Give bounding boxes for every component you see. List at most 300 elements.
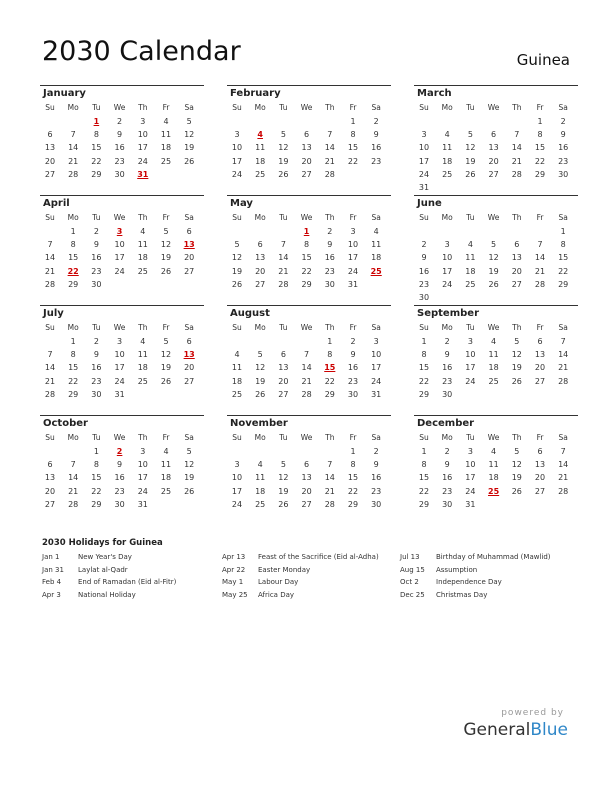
day-cell[interactable]: 7: [327, 130, 333, 140]
day-cell[interactable]: 26: [160, 266, 172, 276]
day-cell[interactable]: 15: [91, 143, 102, 153]
day-cell[interactable]: 31: [137, 499, 148, 509]
day-cell[interactable]: 19: [184, 473, 195, 483]
day-cell[interactable]: 23: [558, 156, 569, 166]
day-cell[interactable]: 25: [465, 279, 476, 289]
day-cell[interactable]: 1: [421, 447, 427, 456]
day-cell[interactable]: 24: [114, 376, 125, 386]
day-cell[interactable]: 6: [280, 350, 286, 360]
day-cell[interactable]: 28: [44, 389, 56, 399]
day-cell[interactable]: 23: [347, 376, 359, 386]
day-cell[interactable]: 31: [347, 279, 359, 289]
day-cell[interactable]: 8: [350, 460, 356, 470]
day-cell[interactable]: 30: [91, 389, 102, 399]
day-cell[interactable]: 26: [231, 279, 243, 289]
day-cell[interactable]: 17: [371, 363, 382, 373]
day-cell[interactable]: 25: [137, 376, 148, 386]
day-cell[interactable]: 2: [444, 337, 450, 346]
day-cell[interactable]: 16: [91, 363, 102, 373]
day-cell[interactable]: 14: [68, 473, 79, 483]
day-cell[interactable]: 17: [418, 156, 430, 166]
day-cell[interactable]: 18: [255, 156, 266, 166]
day-cell[interactable]: 14: [511, 143, 522, 153]
day-cell[interactable]: 2: [560, 117, 566, 126]
day-cell[interactable]: 10: [231, 143, 243, 153]
day-cell[interactable]: 10: [114, 240, 125, 250]
day-cell[interactable]: 10: [442, 253, 453, 263]
day-cell[interactable]: 10: [371, 350, 382, 360]
day-cell[interactable]: 9: [117, 460, 123, 470]
day-cell[interactable]: 19: [231, 266, 243, 276]
day-cell[interactable]: 28: [534, 279, 546, 289]
day-cell[interactable]: 29: [91, 499, 102, 509]
day-cell[interactable]: 6: [491, 130, 497, 140]
day-cell[interactable]: 9: [350, 350, 356, 360]
day-cell[interactable]: 20: [511, 266, 522, 276]
day-cell[interactable]: 18: [137, 253, 148, 263]
day-cell[interactable]: 7: [560, 337, 566, 346]
day-cell[interactable]: 9: [373, 130, 379, 140]
day-cell[interactable]: 6: [186, 227, 192, 236]
day-cell[interactable]: 4: [163, 447, 169, 456]
day-cell[interactable]: 22: [68, 376, 79, 386]
day-cell[interactable]: 6: [304, 460, 310, 470]
day-cell[interactable]: 12: [488, 253, 499, 263]
day-cell[interactable]: 17: [137, 473, 148, 483]
day-cell[interactable]: 29: [68, 389, 79, 399]
day-cell[interactable]: 19: [184, 143, 195, 153]
day-cell[interactable]: 24: [114, 266, 125, 276]
day-cell[interactable]: 9: [93, 350, 99, 360]
day-cell[interactable]: 6: [537, 447, 543, 456]
day-cell[interactable]: 11: [160, 460, 172, 470]
day-cell[interactable]: 22: [558, 266, 569, 276]
day-cell[interactable]: 23: [371, 156, 382, 166]
day-cell[interactable]: 17: [114, 363, 125, 373]
day-cell[interactable]: 12: [511, 460, 522, 470]
day-cell[interactable]: 23: [114, 486, 125, 496]
day-cell[interactable]: 14: [44, 253, 56, 263]
day-cell[interactable]: 11: [255, 143, 266, 153]
day-cell[interactable]: 11: [488, 350, 499, 360]
day-cell[interactable]: 21: [68, 156, 79, 166]
day-cell[interactable]: 20: [301, 486, 312, 496]
day-cell[interactable]: 7: [514, 130, 520, 140]
generalblue-logo[interactable]: [463, 720, 568, 740]
day-cell[interactable]: 4: [140, 227, 146, 236]
day-cell[interactable]: 2: [444, 447, 450, 456]
day-cell[interactable]: 21: [44, 266, 56, 276]
day-cell[interactable]: 15: [68, 253, 79, 263]
holiday-day-cell[interactable]: 13: [183, 350, 195, 360]
day-cell[interactable]: 24: [347, 266, 359, 276]
day-cell[interactable]: 4: [257, 460, 263, 470]
day-cell[interactable]: 18: [160, 473, 172, 483]
day-cell[interactable]: 1: [327, 337, 333, 346]
day-cell[interactable]: 20: [44, 156, 56, 166]
day-cell[interactable]: 8: [327, 350, 333, 360]
day-cell[interactable]: 31: [465, 499, 476, 509]
day-cell[interactable]: 5: [163, 227, 169, 236]
day-cell[interactable]: 31: [371, 389, 382, 399]
day-cell[interactable]: 26: [184, 486, 195, 496]
holiday-day-cell[interactable]: 3: [116, 227, 123, 236]
day-cell[interactable]: 30: [442, 499, 453, 509]
day-cell[interactable]: 10: [347, 240, 359, 250]
day-cell[interactable]: 28: [301, 389, 312, 399]
day-cell[interactable]: 8: [304, 240, 310, 250]
day-cell[interactable]: 5: [163, 337, 169, 346]
day-cell[interactable]: 8: [70, 350, 76, 360]
day-cell[interactable]: 25: [442, 169, 453, 179]
day-cell[interactable]: 19: [488, 266, 499, 276]
day-cell[interactable]: 26: [160, 376, 172, 386]
day-cell[interactable]: 20: [278, 376, 289, 386]
day-cell[interactable]: 11: [255, 473, 266, 483]
day-cell[interactable]: 12: [184, 130, 195, 140]
day-cell[interactable]: 8: [560, 240, 566, 250]
day-cell[interactable]: 5: [234, 240, 240, 250]
day-cell[interactable]: 23: [114, 156, 125, 166]
day-cell[interactable]: 6: [47, 130, 53, 140]
day-cell[interactable]: 5: [280, 460, 286, 470]
day-cell[interactable]: 30: [91, 279, 102, 289]
day-cell[interactable]: 21: [68, 486, 79, 496]
day-cell[interactable]: 27: [255, 279, 266, 289]
day-cell[interactable]: 3: [467, 447, 473, 456]
day-cell[interactable]: 8: [537, 130, 543, 140]
day-cell[interactable]: 25: [255, 169, 266, 179]
holiday-day-cell[interactable]: 2: [116, 447, 123, 456]
day-cell[interactable]: 8: [421, 460, 427, 470]
day-cell[interactable]: 11: [371, 240, 382, 250]
day-cell[interactable]: 7: [560, 447, 566, 456]
day-cell[interactable]: 20: [534, 473, 546, 483]
holiday-day-cell[interactable]: 25: [488, 486, 500, 496]
day-cell[interactable]: 21: [558, 363, 569, 373]
day-cell[interactable]: 27: [278, 389, 289, 399]
day-cell[interactable]: 6: [537, 337, 543, 346]
day-cell[interactable]: 15: [301, 253, 312, 263]
day-cell[interactable]: 29: [301, 279, 312, 289]
day-cell[interactable]: 17: [465, 363, 476, 373]
day-cell[interactable]: 17: [137, 143, 148, 153]
day-cell[interactable]: 28: [44, 279, 56, 289]
day-cell[interactable]: 7: [327, 460, 333, 470]
day-cell[interactable]: 2: [350, 337, 356, 346]
day-cell[interactable]: 20: [44, 486, 56, 496]
day-cell[interactable]: 9: [444, 350, 450, 360]
day-cell[interactable]: 16: [558, 143, 569, 153]
day-cell[interactable]: 16: [91, 253, 102, 263]
day-cell[interactable]: 24: [231, 499, 243, 509]
day-cell[interactable]: 2: [117, 117, 123, 126]
day-cell[interactable]: 10: [137, 460, 148, 470]
day-cell[interactable]: 27: [301, 499, 312, 509]
day-cell[interactable]: 19: [511, 363, 522, 373]
day-cell[interactable]: 23: [442, 486, 453, 496]
day-cell[interactable]: 7: [280, 240, 286, 250]
day-cell[interactable]: 3: [234, 460, 240, 470]
day-cell[interactable]: 19: [465, 156, 476, 166]
day-cell[interactable]: 1: [70, 227, 76, 236]
day-cell[interactable]: 29: [418, 389, 430, 399]
day-cell[interactable]: 28: [68, 499, 79, 509]
day-cell[interactable]: 5: [186, 117, 192, 126]
day-cell[interactable]: 24: [465, 376, 476, 386]
day-cell[interactable]: 22: [324, 376, 335, 386]
day-cell[interactable]: 30: [347, 389, 359, 399]
day-cell[interactable]: 27: [184, 376, 195, 386]
day-cell[interactable]: 18: [465, 266, 476, 276]
day-cell[interactable]: 17: [442, 266, 453, 276]
day-cell[interactable]: 7: [537, 240, 543, 250]
day-cell[interactable]: 12: [278, 143, 289, 153]
day-cell[interactable]: 29: [324, 389, 335, 399]
day-cell[interactable]: 20: [184, 363, 195, 373]
day-cell[interactable]: 30: [558, 169, 569, 179]
day-cell[interactable]: 24: [137, 486, 148, 496]
day-cell[interactable]: 1: [537, 117, 543, 126]
day-cell[interactable]: 4: [234, 350, 240, 360]
day-cell[interactable]: 30: [324, 279, 335, 289]
day-cell[interactable]: 3: [421, 130, 427, 140]
day-cell[interactable]: 22: [91, 156, 102, 166]
day-cell[interactable]: 2: [421, 240, 427, 250]
day-cell[interactable]: 15: [68, 363, 79, 373]
day-cell[interactable]: 9: [373, 460, 379, 470]
day-cell[interactable]: 12: [160, 350, 172, 360]
day-cell[interactable]: 19: [278, 486, 289, 496]
day-cell[interactable]: 18: [488, 363, 499, 373]
day-cell[interactable]: 14: [558, 350, 569, 360]
day-cell[interactable]: 13: [44, 143, 56, 153]
day-cell[interactable]: 14: [301, 363, 312, 373]
day-cell[interactable]: 5: [280, 130, 286, 140]
day-cell[interactable]: 6: [257, 240, 263, 250]
day-cell[interactable]: 28: [68, 169, 79, 179]
day-cell[interactable]: 3: [140, 447, 146, 456]
day-cell[interactable]: 13: [301, 473, 312, 483]
day-cell[interactable]: 7: [304, 350, 310, 360]
day-cell[interactable]: 9: [93, 240, 99, 250]
day-cell[interactable]: 23: [91, 376, 102, 386]
day-cell[interactable]: 25: [255, 499, 266, 509]
day-cell[interactable]: 22: [347, 486, 359, 496]
day-cell[interactable]: 14: [278, 253, 289, 263]
day-cell[interactable]: 9: [444, 460, 450, 470]
day-cell[interactable]: 13: [511, 253, 522, 263]
day-cell[interactable]: 18: [160, 143, 172, 153]
day-cell[interactable]: 24: [442, 279, 453, 289]
day-cell[interactable]: 21: [324, 486, 335, 496]
day-cell[interactable]: 26: [278, 499, 289, 509]
day-cell[interactable]: 22: [301, 266, 312, 276]
day-cell[interactable]: 28: [558, 376, 569, 386]
day-cell[interactable]: 27: [184, 266, 195, 276]
day-cell[interactable]: 2: [93, 227, 99, 236]
day-cell[interactable]: 24: [231, 169, 243, 179]
day-cell[interactable]: 15: [418, 473, 430, 483]
day-cell[interactable]: 2: [373, 117, 379, 126]
day-cell[interactable]: 28: [558, 486, 569, 496]
day-cell[interactable]: 6: [186, 337, 192, 346]
day-cell[interactable]: 13: [534, 460, 546, 470]
holiday-day-cell[interactable]: 13: [183, 240, 195, 250]
day-cell[interactable]: 23: [442, 376, 453, 386]
holiday-day-cell[interactable]: 25: [370, 266, 382, 276]
holiday-day-cell[interactable]: 22: [67, 266, 79, 276]
day-cell[interactable]: 9: [560, 130, 566, 140]
day-cell[interactable]: 28: [324, 499, 335, 509]
day-cell[interactable]: 24: [465, 486, 476, 496]
day-cell[interactable]: 21: [534, 266, 546, 276]
day-cell[interactable]: 29: [347, 499, 359, 509]
day-cell[interactable]: 11: [137, 350, 148, 360]
day-cell[interactable]: 16: [347, 363, 359, 373]
day-cell[interactable]: 21: [301, 376, 312, 386]
day-cell[interactable]: 14: [324, 473, 335, 483]
holiday-day-cell[interactable]: 4: [257, 130, 263, 140]
day-cell[interactable]: 8: [350, 130, 356, 140]
day-cell[interactable]: 22: [91, 486, 102, 496]
day-cell[interactable]: 7: [70, 460, 76, 470]
day-cell[interactable]: 27: [534, 376, 546, 386]
day-cell[interactable]: 7: [47, 240, 53, 250]
day-cell[interactable]: 14: [534, 253, 546, 263]
day-cell[interactable]: 18: [488, 473, 499, 483]
day-cell[interactable]: 27: [511, 279, 522, 289]
day-cell[interactable]: 1: [421, 337, 427, 346]
day-cell[interactable]: 24: [418, 169, 430, 179]
day-cell[interactable]: 17: [465, 473, 476, 483]
day-cell[interactable]: 26: [278, 169, 289, 179]
day-cell[interactable]: 3: [373, 337, 379, 346]
day-cell[interactable]: 2: [373, 447, 379, 456]
day-cell[interactable]: 27: [488, 169, 499, 179]
day-cell[interactable]: 16: [114, 473, 125, 483]
day-cell[interactable]: 25: [160, 156, 172, 166]
day-cell[interactable]: 2: [93, 337, 99, 346]
day-cell[interactable]: 27: [44, 499, 56, 509]
day-cell[interactable]: 11: [231, 363, 243, 373]
day-cell[interactable]: 21: [558, 473, 569, 483]
day-cell[interactable]: 14: [68, 143, 79, 153]
day-cell[interactable]: 4: [140, 337, 146, 346]
day-cell[interactable]: 1: [350, 447, 356, 456]
day-cell[interactable]: 28: [324, 169, 335, 179]
day-cell[interactable]: 31: [418, 183, 430, 192]
holiday-day-cell[interactable]: 15: [324, 363, 336, 373]
day-cell[interactable]: 12: [278, 473, 289, 483]
day-cell[interactable]: 30: [114, 499, 125, 509]
day-cell[interactable]: 11: [442, 143, 453, 153]
day-cell[interactable]: 29: [534, 169, 546, 179]
day-cell[interactable]: 21: [511, 156, 522, 166]
day-cell[interactable]: 29: [418, 499, 430, 509]
day-cell[interactable]: 20: [534, 363, 546, 373]
day-cell[interactable]: 25: [137, 266, 148, 276]
day-cell[interactable]: 5: [186, 447, 192, 456]
day-cell[interactable]: 8: [70, 240, 76, 250]
day-cell[interactable]: 14: [558, 460, 569, 470]
day-cell[interactable]: 30: [114, 169, 125, 179]
day-cell[interactable]: 8: [93, 460, 99, 470]
day-cell[interactable]: 13: [278, 363, 289, 373]
holiday-day-cell[interactable]: 1: [303, 227, 310, 236]
day-cell[interactable]: 5: [514, 337, 520, 346]
day-cell[interactable]: 5: [467, 130, 473, 140]
day-cell[interactable]: 24: [371, 376, 382, 386]
day-cell[interactable]: 29: [68, 279, 79, 289]
day-cell[interactable]: 9: [421, 253, 427, 263]
day-cell[interactable]: 7: [70, 130, 76, 140]
holiday-day-cell[interactable]: 31: [137, 169, 149, 179]
day-cell[interactable]: 13: [44, 473, 56, 483]
day-cell[interactable]: 30: [371, 499, 382, 509]
day-cell[interactable]: 22: [347, 156, 359, 166]
day-cell[interactable]: 4: [491, 447, 497, 456]
day-cell[interactable]: 14: [44, 363, 56, 373]
day-cell[interactable]: 13: [488, 143, 499, 153]
day-cell[interactable]: 16: [442, 363, 453, 373]
day-cell[interactable]: 10: [137, 130, 148, 140]
day-cell[interactable]: 20: [255, 266, 266, 276]
day-cell[interactable]: 9: [117, 130, 123, 140]
day-cell[interactable]: 31: [114, 389, 125, 399]
day-cell[interactable]: 13: [255, 253, 266, 263]
day-cell[interactable]: 16: [371, 473, 382, 483]
day-cell[interactable]: 16: [418, 266, 430, 276]
day-cell[interactable]: 18: [442, 156, 453, 166]
day-cell[interactable]: 22: [418, 376, 430, 386]
day-cell[interactable]: 1: [93, 447, 99, 456]
day-cell[interactable]: 4: [163, 117, 169, 126]
day-cell[interactable]: 3: [444, 240, 450, 250]
day-cell[interactable]: 12: [465, 143, 476, 153]
day-cell[interactable]: 27: [534, 486, 546, 496]
day-cell[interactable]: 18: [231, 376, 243, 386]
day-cell[interactable]: 11: [488, 460, 499, 470]
day-cell[interactable]: 16: [324, 253, 335, 263]
day-cell[interactable]: 17: [347, 253, 359, 263]
day-cell[interactable]: 16: [442, 473, 453, 483]
day-cell[interactable]: 25: [231, 389, 243, 399]
day-cell[interactable]: 23: [324, 266, 335, 276]
day-cell[interactable]: 20: [301, 156, 312, 166]
day-cell[interactable]: 21: [324, 156, 335, 166]
day-cell[interactable]: 12: [184, 460, 195, 470]
day-cell[interactable]: 27: [301, 169, 312, 179]
day-cell[interactable]: 29: [558, 279, 569, 289]
day-cell[interactable]: 15: [418, 363, 430, 373]
day-cell[interactable]: 26: [511, 376, 522, 386]
day-cell[interactable]: 12: [255, 363, 266, 373]
day-cell[interactable]: 18: [137, 363, 148, 373]
day-cell[interactable]: 6: [304, 130, 310, 140]
day-cell[interactable]: 22: [418, 486, 430, 496]
day-cell[interactable]: 3: [467, 337, 473, 346]
day-cell[interactable]: 19: [278, 156, 289, 166]
day-cell[interactable]: 21: [44, 376, 56, 386]
day-cell[interactable]: 19: [160, 253, 172, 263]
day-cell[interactable]: 30: [418, 293, 430, 302]
day-cell[interactable]: 12: [160, 240, 172, 250]
day-cell[interactable]: 10: [418, 143, 430, 153]
day-cell[interactable]: 4: [373, 227, 379, 236]
day-cell[interactable]: 22: [534, 156, 546, 166]
day-cell[interactable]: 15: [347, 143, 359, 153]
